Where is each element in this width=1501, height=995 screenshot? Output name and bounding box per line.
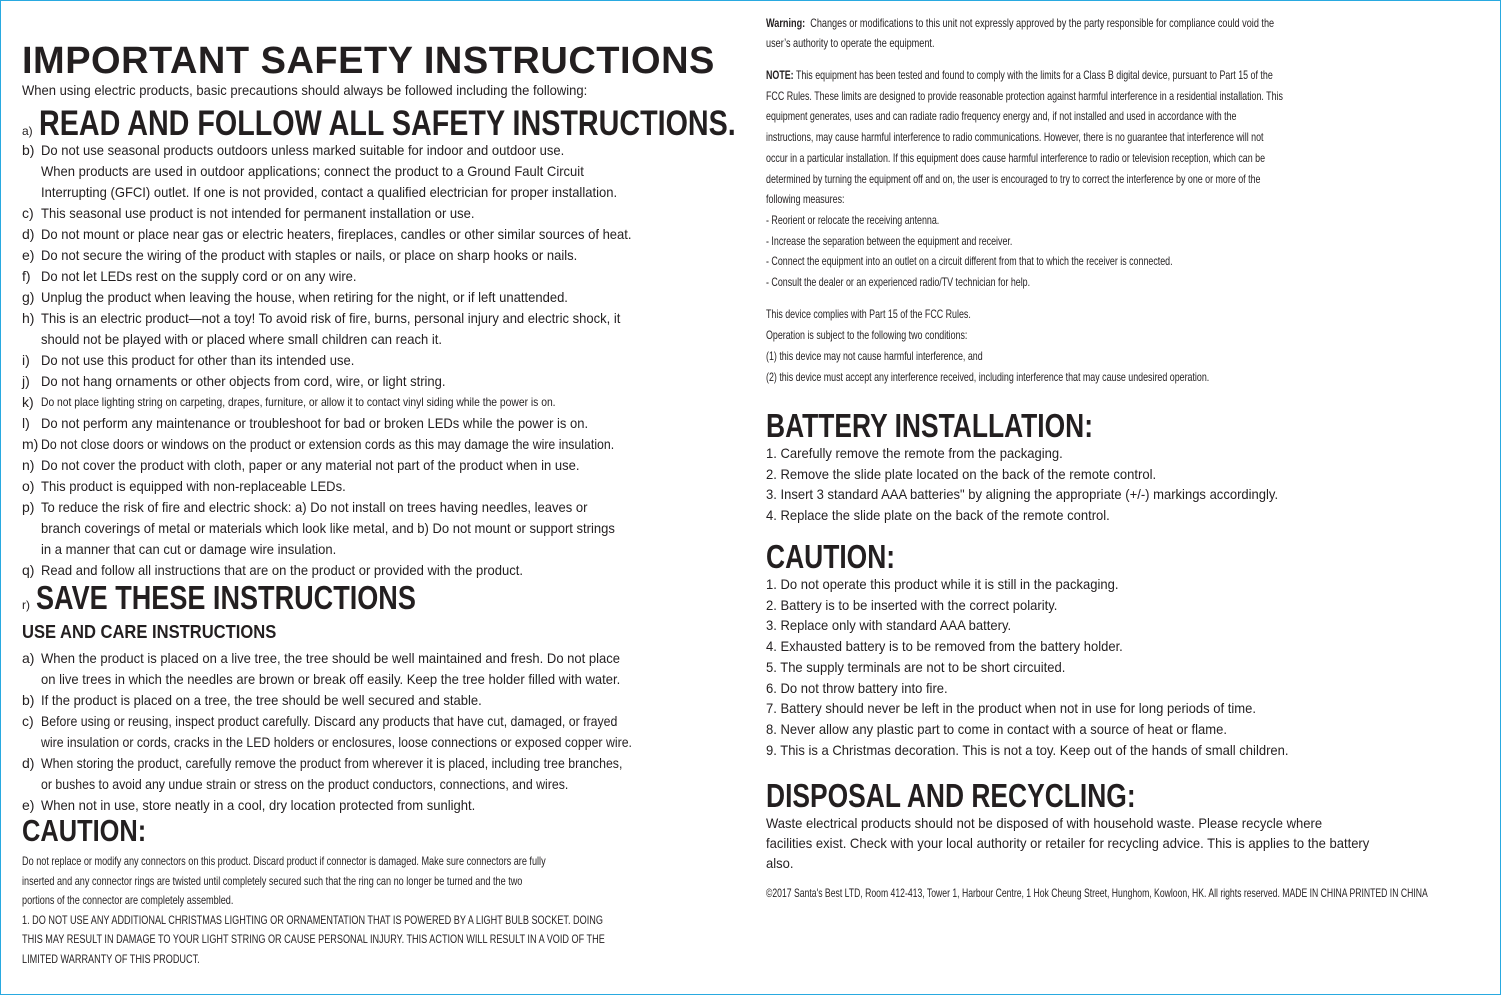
save-instructions-heading [22,578,499,625]
item-letter: a) [22,124,33,138]
list-item: h) This is an electric product—not a toy! To avoid risk of fire, burns, personal injury and electric shock, it should not be played with or placed where small children can reach it. [22,310,621,347]
list-item: 2. Remove the slide plate located on the back of the remote control. [766,465,1157,482]
caution-battery-heading: CAUTION: [766,538,896,575]
list-item: c) This seasonal use product is not intended for permanent installation or use. [22,205,475,221]
battery-installation-heading: BATTERY INSTALLATION: [766,407,1094,444]
list-item: 1. Carefully remove the remote from the packaging. [766,445,1063,461]
list-item: d) When storing the product, carefully remove the product from wherever it is placed, including tree branches, or bushes to avoid any undue strain or stress on the product conductors, connections, and wires. [22,755,623,792]
list-item: k) Do not place lighting string on carpeting, drapes, furniture, or allow it to contact vinyl siding while the power is on. [22,394,556,410]
caution-battery-list [766,574,1328,760]
list-item: d) Do not mount or place near gas or electric heaters, fireplaces, candles or other similar sources of heat. [22,226,632,242]
list-item: n) Do not cover the product with cloth, paper or any material not part of the product when in use. [22,457,580,473]
caution-heading: CAUTION: [22,813,147,848]
safety-list [22,140,692,581]
list-item: 4. Exhausted battery is to be removed from the battery holder. [766,638,1123,655]
list-item: 5. The supply terminals are not to be short circuited. [766,658,1066,675]
warning-text: Warning: Changes or modifications to this unit not expressly approved by the party responsible for compliance could void the user’s authority to operate the equipment. [766,16,1275,50]
list-item: 6. Do not throw battery into fire. [766,679,948,696]
list-item: 9. This is a Christmas decoration. This is not a toy. Keep out of the hands of small children. [766,741,1289,758]
disposal-heading: DISPOSAL AND RECYCLING: [766,777,1136,814]
list-item: a) When the product is placed on a live tree, the tree should be well maintained and fresh. Do not place on live trees in which the needles are brown or break off easily. Keep the tree holder filled with water. [22,650,621,687]
battery-installation-list [766,443,1317,526]
note-label: NOTE: [766,68,794,82]
list-item: 3. Insert 3 standard AAA batteries" by aligning the appropriate (+/-) markings accordingly. [766,486,1279,503]
list-item: 8. Never allow any plastic part to come in contact with a source of heat or flame. [766,720,1227,737]
read-follow-text: READ AND FOLLOW ALL SAFETY INSTRUCTIONS. [38,104,736,143]
item-letter: r) [22,598,30,612]
list-item: e) Do not secure the wiring of the product with staples or nails, or place on sharp hooks or nails. [22,247,578,263]
list-item: m) Do not close doors or windows on the product or extension cords as this may damage the wire insulation. [22,436,615,452]
fcc-compliance-text: This device complies with Part 15 of the FCC Rules. Operation is subject to the following two conditions: (1) this device may not cause harmful interference, and (2) this device must accept any interference received, including interference that may cause undesired operation. [766,307,1210,384]
warning-label: Warning: [766,16,806,30]
intro-text: When using electric products, basic precautions should always be followed including the following: [22,82,588,98]
list-item: b) If the product is placed on a tree, the tree should be well secured and stable. [22,692,482,708]
disposal-text: Waste electrical products should not be disposed of with household waste. Please recycle where facilities exist. Check with your local authority or retailer for recycling advice. This is applies to the battery also. [766,815,1370,871]
use-care-heading: USE AND CARE INSTRUCTIONS [22,622,277,642]
list-item: g) Unplug the product when leaving the house, when retiring for the night, or if left unattended. [22,289,568,305]
caution-text: Do not replace or modify any connectors on this product. Discard product if connector is damaged. Make sure connectors are fully inserted and any connector rings are twisted until completely secured such that the ring can no longer be turned and the two portions of the connector are completely assembled. 1. DO NOT USE ANY ADDITIONAL CHRISTMAS LIGHTING OR ORNAMENTATION THAT IS POWERED BY A LIGHT BULB SOCKET. DOING THIS MAY RESULT IN DAMAGE TO YOUR LIGHT STRING OR CAUSE PERSONAL INJURY. THIS ACTION WILL RESULT IN A VOID OF THE LIMITED WARRANTY OF THIS PRODUCT. [22,854,605,966]
list-item: j) Do not hang ornaments or other objects from cord, wire, or light string. [22,373,446,389]
list-item: i) Do not use this product for other than its intended use. [22,352,355,368]
list-item: c) Before using or reusing, inspect product carefully. Discard any products that have cut, damaged, or frayed wire insulation or cords, cracks in the LED holders or enclosures, loose connections or exposed copper wire. [22,713,632,750]
list-item: p) To reduce the risk of fire and electric shock: a) Do not install on trees having needles, leaves or branch coverings of metal or materials which look like metal, and b) Do not mount or support strings in a manner that can cut or damage wire insulation. [22,499,615,557]
save-instructions-text: SAVE THESE INSTRUCTIONS [36,579,416,616]
list-item: 7. Battery should never be left in the product when not in use for long periods of time. [766,700,1256,717]
list-item: l) Do not perform any maintenance or troubleshoot for bad or broken LEDs while the power is on. [22,415,589,431]
list-item: f) Do not let LEDs rest on the supply cord or on any wire. [22,268,357,284]
list-item: e) When not in use, store neatly in a cool, dry location protected from sunlight. [22,797,476,813]
list-item: 4. Replace the slide plate on the back of the remote control. [766,507,1110,524]
list-item: q) Read and follow all instructions that are on the product or provided with the product. [22,562,524,578]
copyright-text: ©2017 Santa's Best LTD, Room 412-413, Tower 1, Harbour Centre, 1 Hok Cheung Street, Hunghom, Kowloon, HK. All rights reserved. MADE IN CHINA PRINTED IN CHINA [766,886,1428,900]
list-item: 3. Replace only with standard AAA battery. [766,617,1012,634]
use-care-list [22,648,713,816]
list-item: b) Do not use seasonal products outdoors unless marked suitable for indoor and outdoor use. When products are used in outdoor applications; connect the product to a Ground Fault Circuit Interrupting (GFCI) outlet. If one is not provided, contact a qualified electrician for proper installation. [22,142,618,200]
fcc-note-text: NOTE: This equipment has been tested and found to comply with the limits for a Class B digital device, pursuant to Part 15 of the FCC Rules. These limits are designed to provide reasonable protection against harmful interference in a residential installation. This equipment generates, uses and can radiate radio frequency energy and, if not installed and used in accordance with the instructions, may cause harmful interference to radio communications. However, there is no guarantee that interference will not occur in a particular installation. If this equipment does cause harmful interference to radio or television reception, which can be determined by turning the equipment off and on, the user is encouraged to try to correct the interference by one or more of the following measures: - Reorient or relocate the receiving antenna. - Increase the separation between the equipment and receiver. - Connect the equipment into an outlet on a circuit different from that to which the receiver is connected. - Consult the dealer or an experienced radio/TV technician for help. [766,68,1283,290]
list-item: 2. Battery is to be inserted with the correct polarity. [766,596,1058,613]
page-title: IMPORTANT SAFETY INSTRUCTIONS [22,40,715,82]
list-item: o) This product is equipped with non-replaceable LEDs. [22,478,346,494]
list-item: 1. Do not operate this product while it is still in the packaging. [766,576,1119,592]
